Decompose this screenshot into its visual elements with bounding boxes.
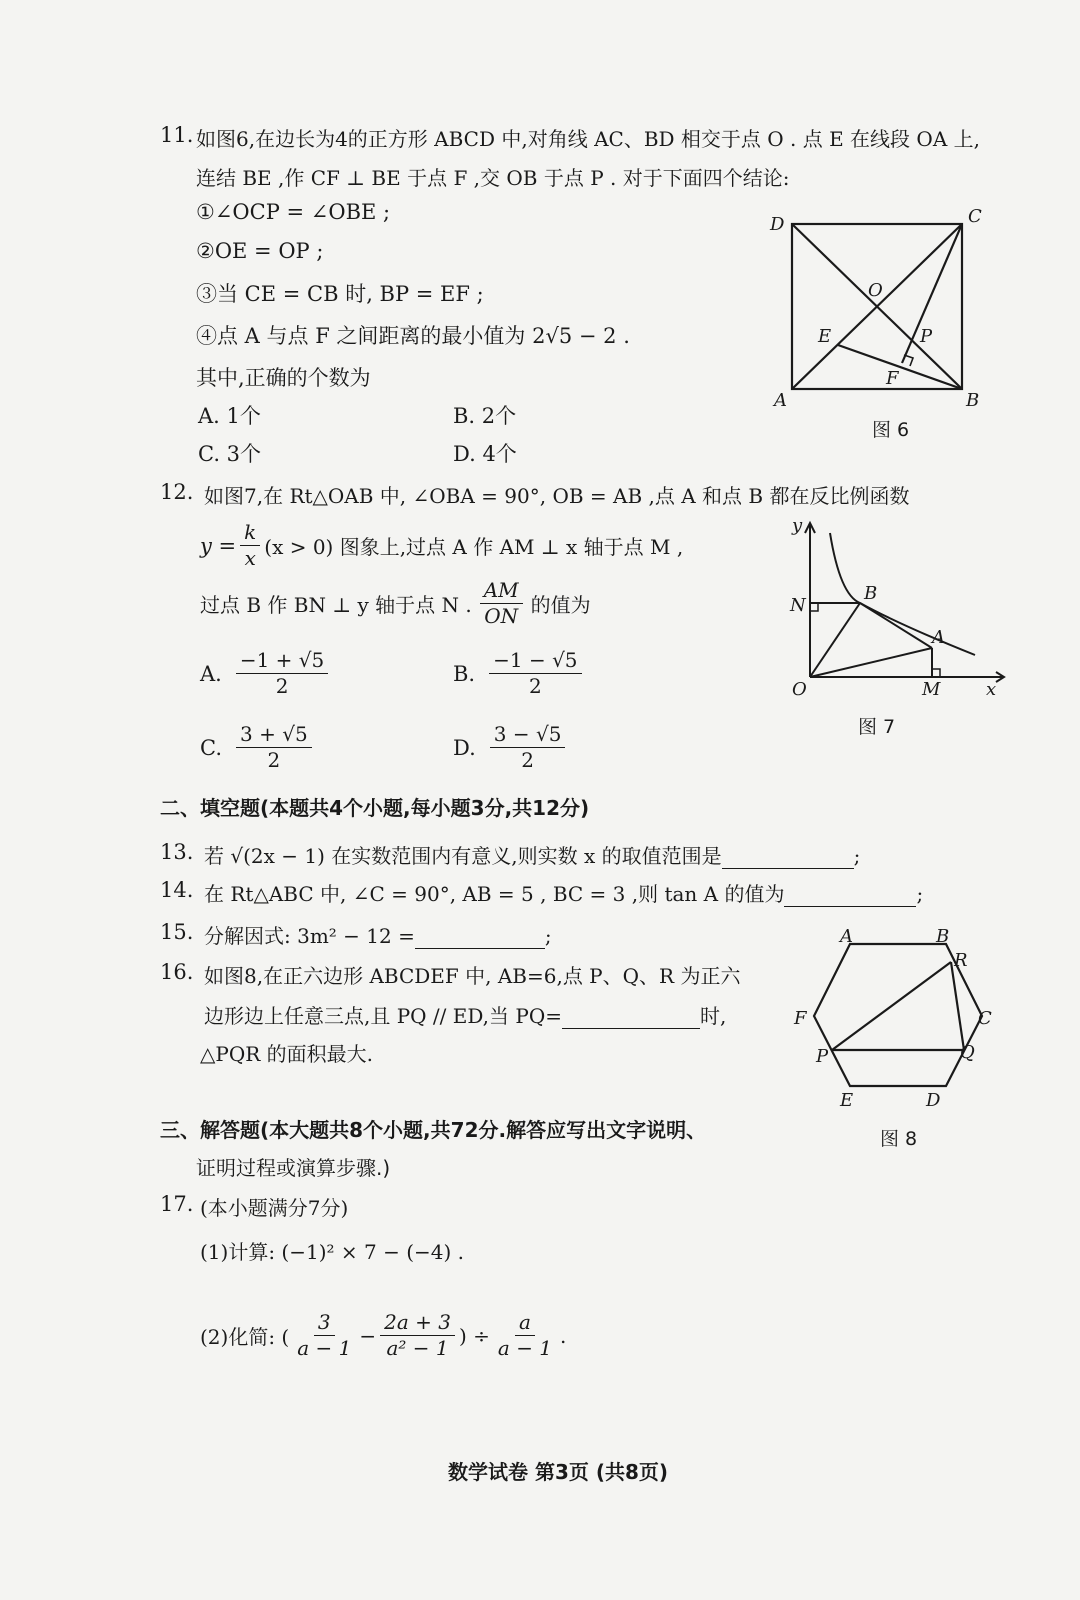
q11-option-a: A. 1个 xyxy=(198,404,261,428)
q13-number: 13. xyxy=(160,840,194,864)
label-f: F xyxy=(886,368,899,389)
q15-stem: 分解因式: 3m² − 12 = xyxy=(204,924,415,948)
q11-option-b: B. 2个 xyxy=(453,404,517,428)
q17-minus: − xyxy=(359,1323,377,1348)
q15-text xyxy=(204,920,552,949)
q13-end: ; xyxy=(853,844,861,868)
q16-line3: △PQR 的面积最大. xyxy=(200,1042,374,1066)
q17-end: . xyxy=(560,1323,567,1348)
q12-option-b-den: 2 xyxy=(528,674,542,698)
q16-line2 xyxy=(204,1000,726,1029)
q12-option-d-num: 3 − √5 xyxy=(490,724,566,748)
q12-ratio-numerator: AM xyxy=(480,580,523,604)
q14-answer-blank[interactable] xyxy=(784,884,916,907)
q12-option-b-num: −1 − √5 xyxy=(489,650,581,674)
q12-ratio-fraction xyxy=(480,580,523,627)
q17-part1: (1)计算: (−1)² × 7 − (−4) . xyxy=(200,1240,465,1264)
q12-func-denominator: x xyxy=(244,546,256,570)
q12-option-a-num: −1 + √5 xyxy=(236,650,328,674)
label-d: D xyxy=(770,214,785,235)
label-a: A xyxy=(932,627,945,648)
q12-option-c-num: 3 + √5 xyxy=(236,724,312,748)
q17-fraction-2 xyxy=(380,1312,455,1359)
q12-option-d-label: D. xyxy=(453,735,476,760)
q12-option-b-fraction xyxy=(489,650,581,697)
label-e: E xyxy=(818,326,832,347)
q11-number: 11. xyxy=(160,123,194,147)
q14-stem: 在 Rt△ABC 中, ∠C = 90°, AB = 5 , BC = 3 ,则 tan A 的值为 xyxy=(204,882,785,906)
label-r: R xyxy=(954,950,968,971)
q13-text xyxy=(204,840,860,869)
q12-option-c xyxy=(200,724,312,771)
label-n: N xyxy=(790,595,806,616)
label-y-axis: y xyxy=(792,515,803,536)
q11-conclusion-3: ③当 CE = CB 时, BP = EF ; xyxy=(196,282,484,306)
q15-answer-blank[interactable] xyxy=(415,926,545,949)
label-x-axis: x xyxy=(986,679,997,700)
q12-line3-end: 的值为 xyxy=(530,593,591,617)
q12-stem-line3 xyxy=(200,580,591,627)
q17-header: (本小题满分7分) xyxy=(200,1196,349,1220)
figure-8-caption: 图 8 xyxy=(880,1128,918,1150)
q12-func-numerator: k xyxy=(240,522,260,546)
label-q: Q xyxy=(960,1042,975,1063)
q17-fraction-1-den: a − 1 xyxy=(297,1336,352,1360)
q17-fraction-3-num: a xyxy=(515,1312,535,1336)
q12-option-d-den: 2 xyxy=(521,748,534,772)
q12-ratio-denominator: ON xyxy=(484,604,519,628)
q16-line2-end: 时, xyxy=(700,1004,727,1028)
q12-func-rest: (x > 0) 图象上,过点 A 作 AM ⊥ x 轴于点 M , xyxy=(264,535,684,559)
section-3-heading-line2: 证明过程或演算步骤.) xyxy=(196,1156,391,1180)
q17-part2 xyxy=(200,1312,566,1359)
q13-stem: 若 √(2x − 1) 在实数范围内有意义,则实数 x 的取值范围是 xyxy=(204,844,722,868)
q11-stem-line1: 如图6,在边长为4的正方形 ABCD 中,对角线 AC、BD 相交于点 O . 点 E 在线段 OA 上, xyxy=(196,127,980,151)
q17-fraction-3 xyxy=(494,1312,556,1359)
label-p: P xyxy=(920,326,933,347)
q15-end: ; xyxy=(544,924,552,948)
q12-option-a-den: 2 xyxy=(275,674,289,698)
q17-fraction-1 xyxy=(293,1312,355,1359)
q11-option-c: C. 3个 xyxy=(198,442,262,466)
q12-option-c-den: 2 xyxy=(267,748,281,772)
q12-stem-line2 xyxy=(200,522,683,569)
figure-7-coordinate-diagram xyxy=(780,515,1020,715)
hyperbola-curve xyxy=(830,533,975,655)
q12-stem-line1: 如图7,在 Rt△OAB 中, ∠OBA = 90°, OB = AB ,点 A 和点 B 都在反比例函数 xyxy=(204,484,910,508)
q11-stem-line2: 连结 BE ,作 CF ⊥ BE 于点 F ,交 OB 于点 P . 对于下面四个结论: xyxy=(196,166,790,190)
segment-pr xyxy=(832,962,951,1050)
segment-be xyxy=(838,345,962,389)
q17-fraction-1-num: 3 xyxy=(314,1312,335,1336)
q14-text xyxy=(204,878,923,907)
label-a: A xyxy=(774,390,787,411)
q17-part2-label: (2)化简: ( xyxy=(200,1325,290,1349)
q17-close-divide: ) ÷ xyxy=(458,1323,490,1348)
q12-option-c-fraction xyxy=(236,724,312,771)
q16-answer-blank[interactable] xyxy=(562,1006,700,1029)
q12-option-c-label: C. xyxy=(200,735,222,760)
label-b: B xyxy=(864,583,878,604)
q12-option-b xyxy=(453,650,582,697)
q17-number: 17. xyxy=(160,1192,194,1216)
q11-option-d: D. 4个 xyxy=(453,442,517,466)
q11-conclusion-2: ②OE = OP ; xyxy=(196,239,324,263)
label-m: M xyxy=(922,679,941,700)
q12-option-a xyxy=(200,650,328,697)
figure-7-caption: 图 7 xyxy=(858,716,896,738)
q12-func-fraction xyxy=(240,522,260,569)
q12-number: 12. xyxy=(160,480,194,504)
q12-option-d-fraction xyxy=(490,724,566,771)
figure-6-caption: 图 6 xyxy=(872,419,910,441)
page-footer: 数学试卷 第3页 (共8页) xyxy=(448,1460,669,1484)
label-p: P xyxy=(816,1046,829,1067)
q11-conclusion-1: ①∠OCP = ∠OBE ; xyxy=(196,200,391,224)
q16-number: 16. xyxy=(160,960,194,984)
label-a: A xyxy=(840,928,853,947)
label-origin: O xyxy=(792,679,807,700)
figure-8-hexagon-diagram xyxy=(786,928,1006,1118)
q12-option-a-fraction xyxy=(236,650,328,697)
figure-6-square-diagram xyxy=(760,200,1010,420)
q12-func-y: y = xyxy=(200,533,237,558)
q13-answer-blank[interactable] xyxy=(722,846,854,869)
q11-question: 其中,正确的个数为 xyxy=(196,366,371,390)
right-angle-mark-m xyxy=(932,669,940,677)
q12-option-d xyxy=(453,724,565,771)
section-2-heading: 二、填空题(本题共4个小题,每小题3分,共12分) xyxy=(160,796,590,820)
label-b: B xyxy=(936,928,950,947)
q14-end: ; xyxy=(916,882,924,906)
segment-ba xyxy=(860,603,932,648)
right-angle-mark-n xyxy=(810,603,818,611)
label-o: O xyxy=(868,280,883,301)
label-e: E xyxy=(840,1090,854,1111)
label-b: B xyxy=(966,390,980,411)
segment-oa xyxy=(810,648,932,677)
q14-number: 14. xyxy=(160,878,194,902)
label-c: C xyxy=(978,1008,992,1029)
q11-conclusion-4: ④点 A 与点 F 之间距离的最小值为 2√5 − 2 . xyxy=(196,324,630,348)
q12-line3-text: 过点 B 作 BN ⊥ y 轴于点 N . xyxy=(200,593,472,617)
q17-fraction-2-num: 2a + 3 xyxy=(380,1312,455,1336)
q16-line1: 如图8,在正六边形 ABCDEF 中, AB=6,点 P、Q、R 为正六 xyxy=(204,964,741,988)
label-f: F xyxy=(794,1008,807,1029)
section-3-heading-line1: 三、解答题(本大题共8个小题,共72分.解答应写出文字说明、 xyxy=(160,1118,707,1142)
q15-number: 15. xyxy=(160,920,194,944)
q17-fraction-2-den: a² − 1 xyxy=(386,1336,449,1360)
label-d: D xyxy=(926,1090,941,1111)
label-c: C xyxy=(968,206,982,227)
q16-line2-start: 边形边上任意三点,且 PQ // ED,当 PQ= xyxy=(204,1004,563,1028)
q17-fraction-3-den: a − 1 xyxy=(497,1336,553,1360)
q12-option-a-label: A. xyxy=(200,661,222,686)
q12-option-b-label: B. xyxy=(453,661,476,686)
